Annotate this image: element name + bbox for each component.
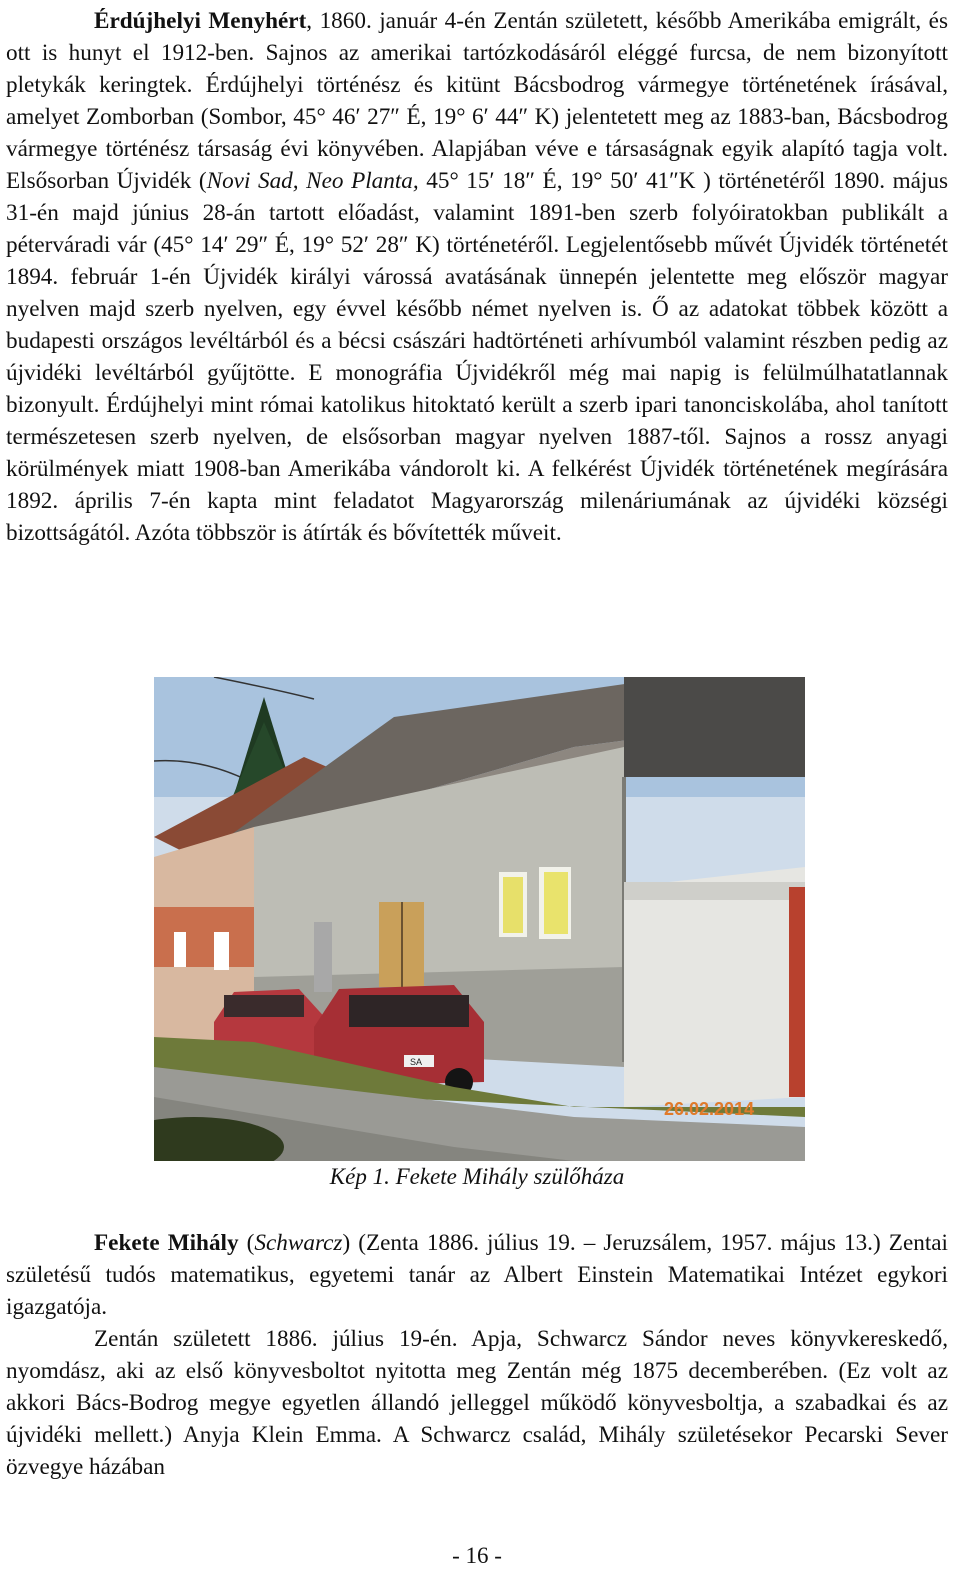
paragraph-erdujhelyi [6,5,948,549]
figure-caption: Kép 1. Fekete Mihály szülőháza [329,1164,625,1189]
paragraph-text: , 1860. január 4-én Zentán született, később Amerikába emigrált, és ott is hunyt el 1912-ben. Sajnos az amerikai tartózkodásáról eléggé furcsa, de nem bizonyított pletykák keringtek. Érdújhelyi történész és kitünt Bácsbodrog vármegye történetének írásával, amelyet Zomborban (Sombor, 45° 46′ 27″ É, 19° 6′ 44″ K) jelentetett meg az 1883-ban, Bácsbodrog vármegye történész társaság évi könyvében. Alapjában véve e társaságnak egyik alapító tagja volt. Elsősorban Újvidék ( [6,8,948,194]
paragraph-text: 45° 15′ 18″ É, 19° 50′ 41″K ) történetéről 1890. május 31-én majd június 28-án tartott előadást, valamint 1891-ben szerb folyóiratokban publikált a péterváradi vár (45° 14′ 29″ É, 19° 52′ 28″ K) történetéről. Legjelentősebb művét Újvidék történetét 1894. február 1-én Újvidék királyi várossá avatásának ünnepén jelentette meg először magyar nyelven majd szerb nyelven, egy évvel később német nyelven is. Ő az adatokat többek között a budapesti országos levéltárból és a bécsi császári hadtörténeti arhívumból valamint részben pedig az újvidéki levéltárból gyűjtötte. E monográfia Újvidékről még mai napig is felülmúlhatatlannak bizonyult. Érdújhelyi mint római katolikus hitoktató került a szerb ipari tanonciskolába, ahol tanított természetesen szerb nyelven, de elsősorban magyar nyelven 1887-től. Sajnos a rossz anyagi körülmények miatt 1908-ban Amerikába vándorolt ki. A felkérést Újvidék történetének megírására 1892. április 7-én kapta mint feladatot Magyarország milenáriumának az újvidéki községi bizottságától. Azóta többször is átírták és bővítették műveit. [6,168,948,546]
house-photo [154,677,805,1161]
license-plate: SA [410,1057,423,1067]
paragraph-birth: Zentán született 1886. július 19-én. Apja, Schwarcz Sándor neves könyvkereskedő, nyomdász, aki az első könyvesboltot nyitotta meg Zentán még 1875 decemberében. (Ez volt az akkori Bács-Bodrog megye egyetlen állandó jelleggel működő könyvesboltja, a szabadkai és az újvidéki mellett.) Anyja Klein Emma. A Schwarcz család, Mihály születésekor Pecarski Sever özvegye házában [6,1326,948,1480]
photo-date-stamp: 26.02.2014 [664,1099,755,1119]
paragraph-text: ( [238,1230,255,1256]
paragraph-text: ) (Zenta 1886. július 19. – Jeruzsálem, 1957. május 13.) Zentai születésű tudós matematikus, egyetemi tanár az Albert Einstein Matematikai Intézet egykori igazgatója. [6,1230,949,1320]
page-number: - 16 - [452,1543,502,1568]
paragraph-fekete [6,1227,948,1323]
italic-name-schwarcz: Schwarcz [254,1230,343,1256]
person-name-fekete: Fekete Mihály [94,1230,239,1256]
person-name-erdujhelyi: Érdújhelyi Menyhért [94,8,307,34]
italic-place-names: Novi Sad, Neo Planta, [206,168,419,194]
